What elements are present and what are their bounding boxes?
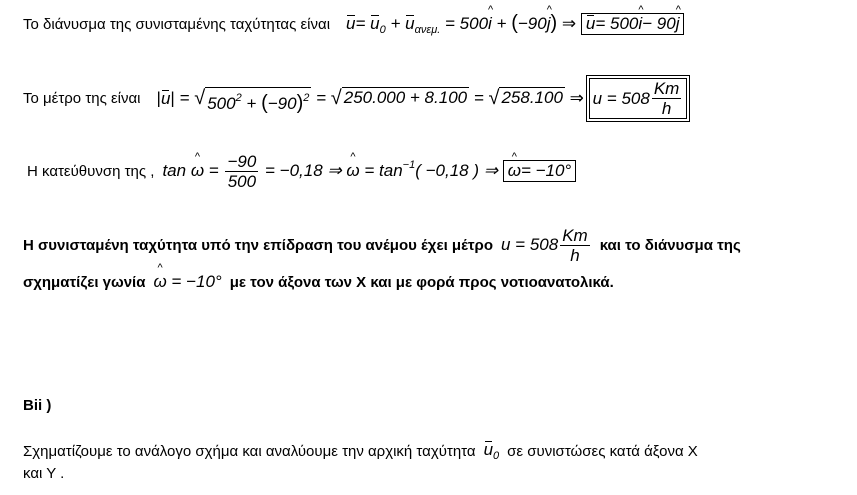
paragraph-text-1: Σχηματίζουμε το ανάλογο σχήμα και αναλύουμε την αρχική ταχύτητα — [23, 442, 476, 460]
section-heading — [23, 397, 51, 414]
magnitude-line — [23, 78, 687, 119]
paragraph-text-2: σε συνιστώσες κατά άξονα Χ — [507, 442, 698, 460]
conclusion-text-3: σχηματίζει γωνία — [23, 273, 146, 291]
paragraph-line-1 — [23, 440, 698, 462]
conclusion-line-1 — [23, 226, 741, 265]
conclusion-text-1: Η συνισταμένη ταχύτητα υπό την επίδραση του ανέμου έχει μέτρο — [23, 237, 493, 254]
conclusion-line-2 — [23, 272, 614, 292]
magnitude-result-box: u = 508 $\frac{Km}{h}$ — [589, 78, 688, 119]
angle-result-box: ^ ω = −10° — [503, 160, 577, 182]
section-heading-text: Bii ) — [23, 397, 52, 414]
conclusion-text-4: με τον άξονα των Χ και με φορά προς νοτιοανατολικά. — [229, 273, 614, 291]
direction-line — [23, 152, 576, 191]
conclusion-angle: ^ ω = −10° — [153, 272, 221, 292]
vector-sum-line — [23, 12, 684, 36]
vector-sum-equation: $u= u_0 + u_{\alpha\nu\varepsilon\mu.}$ = 500^ i + (−90^ j) ⇒ u = 500 ^ i − 90 ^ j — [346, 12, 684, 36]
paragraph-text-3: και Υ . — [23, 465, 65, 482]
magnitude-equation: |u| = √ $500^2 + (-90)^2$ = √ 250.000 + 8.100 = √ 258.100 ⇒ u = 508 $\frac{Km}{h}$ — [157, 78, 688, 119]
vector-result-box: u = 500 ^ i − 90 ^ j — [581, 13, 685, 35]
vector-sum-text: Το διάνυσμα της συνισταμένης ταχύτητας είναι — [23, 15, 331, 33]
initial-velocity-symbol: $u_0$ — [483, 440, 500, 462]
direction-text: Η κατεύθυνση της , — [27, 163, 155, 180]
magnitude-text: Το μέτρο της είναι — [23, 90, 141, 107]
direction-equation: tan ^ ω = $\frac{-90}{500}$ = −0,18 ⇒ ^ $\omega = \tan^{-1}( -0,18$ ) ⇒ ^ ω = −10° — [162, 152, 576, 191]
conclusion-text-2: και το διάνυσμα της — [599, 237, 741, 254]
paragraph-line-2 — [23, 465, 64, 482]
conclusion-magnitude: u = 508 $\frac{Km}{h}$ — [500, 226, 588, 265]
